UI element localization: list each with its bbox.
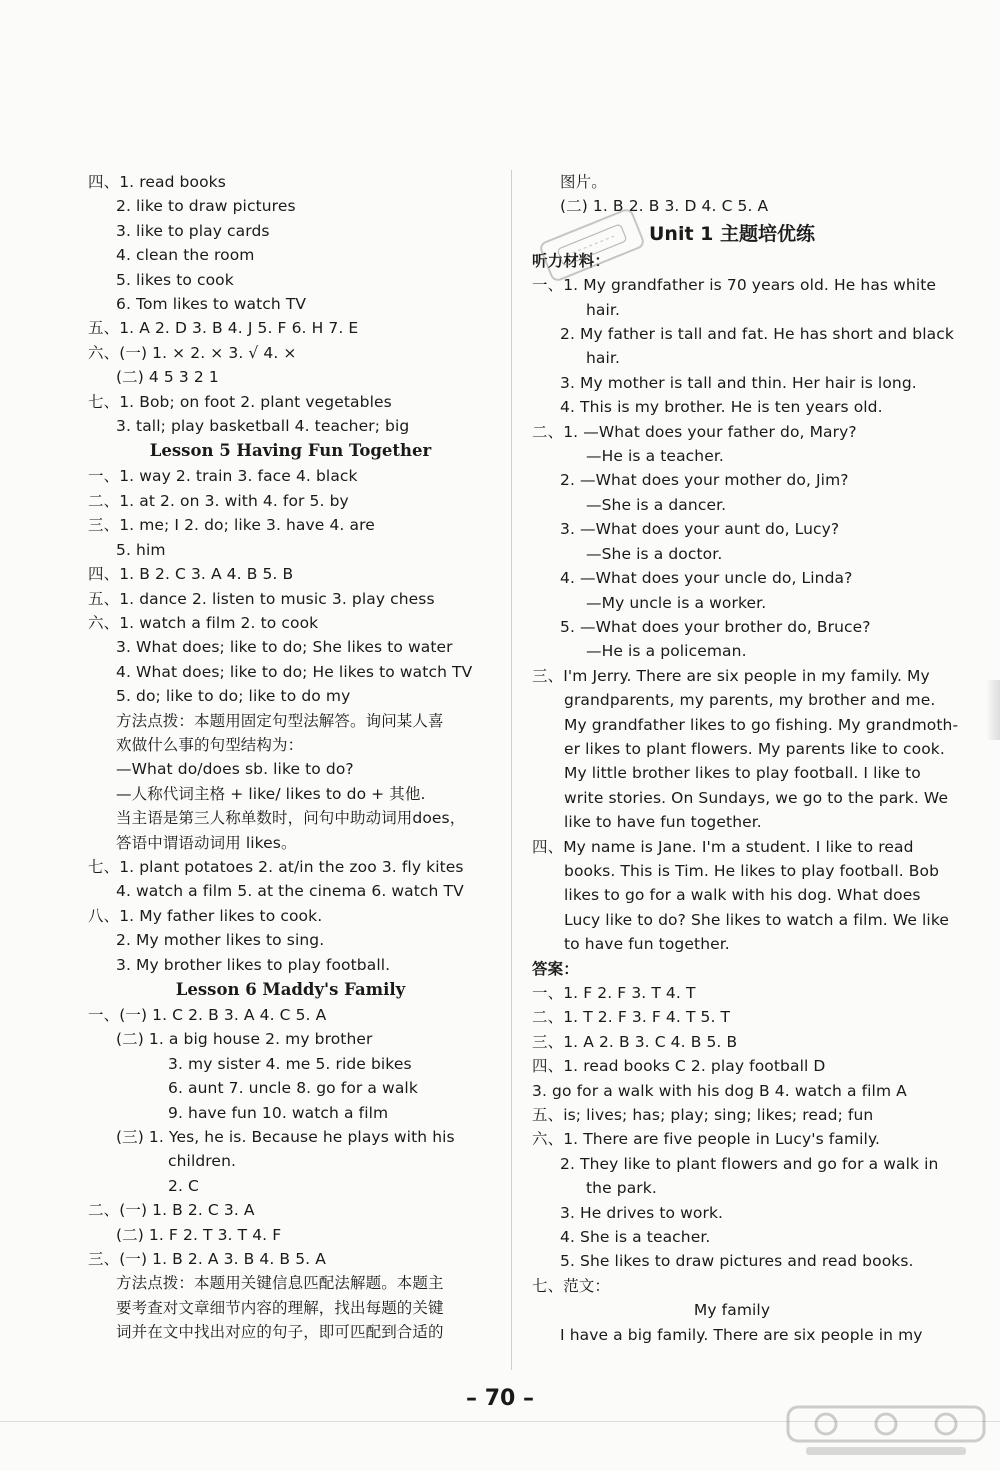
answer-line: 一、1. My grandfather is 70 years old. He has white xyxy=(532,276,937,295)
answer-line: likes to go for a walk with his dog. What does xyxy=(564,886,921,905)
answer-line: —She is a doctor. xyxy=(586,544,723,563)
answer-line: children. xyxy=(168,1152,237,1171)
answer-line: 词并在文中找出对应的句子，即可匹配到合适的 xyxy=(116,1323,444,1342)
answer-line: 2. My mother likes to sing. xyxy=(116,931,325,950)
answer-line: 4. This is my brother. He is ten years old. xyxy=(560,398,883,417)
column-divider xyxy=(511,170,512,1370)
answer-line: 3. my sister 4. me 5. ride bikes xyxy=(168,1054,412,1073)
answer-line: My little brother likes to play football. I like to xyxy=(564,764,921,783)
answer-line: —She is a dancer. xyxy=(586,495,727,514)
answer-line: —What do/does sb. like to do? xyxy=(116,760,354,779)
answer-line: 四、1. read books xyxy=(88,173,226,191)
answer-line: 6. aunt 7. uncle 8. go for a walk xyxy=(168,1079,418,1098)
answer-line: 当主语是第三人称单数时，问句中助动词用does， xyxy=(116,809,466,828)
answer-line: 四、My name is Jane. I'm a student. I like to read xyxy=(532,837,914,856)
answer-line: the park. xyxy=(586,1179,657,1198)
answer-line: My grandfather likes to go fishing. My grandmoth- xyxy=(564,715,959,734)
answer-line: 二、(一) 1. B 2. C 3. A xyxy=(88,1201,255,1220)
unit-heading: Unit 1 主题培优练 xyxy=(649,222,815,245)
answer-line: to have fun together. xyxy=(564,935,730,954)
answer-line: 七、1. Bob; on foot 2. plant vegetables xyxy=(88,392,392,411)
answer-line: (二) 4 5 3 2 1 xyxy=(116,368,219,387)
answer-line: My family xyxy=(693,1301,771,1320)
answer-line: 四、1. read books C 2. play football D xyxy=(532,1057,826,1076)
answer-line: 4. clean the room xyxy=(116,246,255,265)
answer-line: 2. like to draw pictures xyxy=(116,197,296,216)
answer-line: 方法点拨：本题用关键信息匹配法解题。本题主 xyxy=(116,1274,444,1293)
answer-line: 3. What does; like to do; She likes to water xyxy=(116,638,453,657)
answer-line: 二、1. —What does your father do, Mary? xyxy=(532,422,857,441)
answer-line: 2. My father is tall and fat. He has short and black xyxy=(560,325,954,344)
answer-line: grandparents, my parents, my brother and me. xyxy=(564,691,936,710)
answer-line: 三、1. A 2. B 3. C 4. B 5. B xyxy=(532,1032,738,1051)
answer-line: Lucy like to do? She likes to watch a film. We like xyxy=(564,910,949,929)
answer-line: 五、1. A 2. D 3. B 4. J 5. F 6. H 7. E xyxy=(88,319,359,338)
answer-line: like to have fun together. xyxy=(564,813,762,832)
answer-line: 一、1. F 2. F 3. T 4. T xyxy=(532,984,696,1002)
answer-line: 三、1. me; I 2. do; like 3. have 4. are xyxy=(88,516,375,535)
answer-line: 听力材料： xyxy=(532,251,611,270)
answer-line: (二) 1. B 2. B 3. D 4. C 5. A xyxy=(560,197,769,216)
answer-line: 四、1. B 2. C 3. A 4. B 5. B xyxy=(88,565,294,584)
right-column xyxy=(532,170,959,1347)
answer-line: 七、范文： xyxy=(532,1276,611,1295)
answer-line: 3. My brother likes to play football. xyxy=(116,955,391,974)
answer-line: 二、1. at 2. on 3. with 4. for 5. by xyxy=(88,491,349,510)
answer-line: 六、(一) 1. × 2. × 3. √ 4. × xyxy=(88,343,297,362)
answer-line: 五、is; lives; has; play; sing; likes; read; fun xyxy=(532,1106,874,1125)
answer-line: 3. My mother is tall and thin. Her hair is long. xyxy=(560,373,917,392)
answer-line: hair. xyxy=(586,349,621,368)
answer-line: er likes to plant flowers. My parents like to cook. xyxy=(564,739,945,758)
answer-line: 六、1. watch a film 2. to cook xyxy=(88,613,319,632)
answer-line: 方法点拨：本题用固定句型法解答。询问某人喜 xyxy=(116,711,444,730)
answer-line: 5. —What does your brother do, Bruce? xyxy=(560,617,871,636)
answer-line: 4. What does; like to do; He likes to watch TV xyxy=(116,662,473,681)
answer-line: (二) 1. a big house 2. my brother xyxy=(116,1030,373,1049)
answer-line: 2. —What does your mother do, Jim? xyxy=(560,471,849,490)
lesson-heading: Lesson 6 Maddy's Family xyxy=(175,980,406,999)
answer-line: 3. go for a walk with his dog B 4. watch a film A xyxy=(532,1081,907,1100)
answer-line: 2. They like to plant flowers and go for a walk in xyxy=(560,1154,939,1173)
answer-line: 3. —What does your aunt do, Lucy? xyxy=(560,520,840,539)
answer-line: 一、1. way 2. train 3. face 4. black xyxy=(88,467,358,486)
answer-line: 答语中谓语动词用 likes。 xyxy=(116,833,297,852)
answer-line: I have a big family. There are six people in my xyxy=(560,1325,923,1344)
answer-line: 3. He drives to work. xyxy=(560,1203,724,1222)
answer-line: 5. She likes to draw pictures and read books. xyxy=(560,1252,914,1271)
answer-line: 要考查对文章细节内容的理解，找出每题的关键 xyxy=(116,1298,444,1317)
answer-line: 3. tall; play basketball 4. teacher; big xyxy=(116,417,410,436)
answer-line: 二、1. T 2. F 3. F 4. T 5. T xyxy=(532,1008,731,1027)
answer-line: —He is a teacher. xyxy=(586,447,724,466)
answer-line: 欢做什么事的句型结构为： xyxy=(116,735,304,754)
answer-line: write stories. On Sundays, we go to the park. We xyxy=(564,788,949,807)
answer-line: books. This is Tim. He likes to play football. Bob xyxy=(564,861,940,880)
answer-line: 三、I'm Jerry. There are six people in my family. My xyxy=(532,666,930,685)
answer-line: (二) 1. F 2. T 3. T 4. F xyxy=(116,1225,282,1244)
answer-line: —人称代词主格 + like/ likes to do + 其他. xyxy=(116,784,426,803)
watermark-logo xyxy=(786,1403,986,1459)
answer-line: 八、1. My father likes to cook. xyxy=(88,906,323,925)
answer-line: 4. watch a film 5. at the cinema 6. watch TV xyxy=(116,882,464,901)
answer-line: 三、(一) 1. B 2. A 3. B 4. B 5. A xyxy=(88,1250,326,1269)
answer-line: hair. xyxy=(586,300,621,319)
answer-line: 2. C xyxy=(168,1176,199,1195)
answer-line: 3. like to play cards xyxy=(116,221,270,240)
answer-line: 4. —What does your uncle do, Linda? xyxy=(560,569,853,588)
answer-line: 5. do; like to do; like to do my xyxy=(116,687,351,706)
answer-line: 图片。 xyxy=(560,173,607,191)
answer-line: 六、1. There are five people in Lucy's family. xyxy=(532,1130,881,1149)
answer-line: 6. Tom likes to watch TV xyxy=(116,295,307,314)
left-column xyxy=(88,170,493,1345)
answer-line: 5. him xyxy=(116,540,166,559)
lesson-heading: Lesson 5 Having Fun Together xyxy=(149,441,432,461)
answer-line: —My uncle is a worker. xyxy=(586,593,767,612)
answer-line: 答案： xyxy=(532,959,579,978)
answer-line: 一、(一) 1. C 2. B 3. A 4. C 5. A xyxy=(88,1006,327,1024)
answer-line: 5. likes to cook xyxy=(116,270,234,289)
answer-line: (三) 1. Yes, he is. Because he plays with his xyxy=(116,1128,455,1147)
answer-line: 五、1. dance 2. listen to music 3. play chess xyxy=(88,589,435,608)
page-number: – 70 – xyxy=(466,1386,534,1411)
answer-line: —He is a policeman. xyxy=(586,642,747,661)
answer-line: 七、1. plant potatoes 2. at/in the zoo 3. fly kites xyxy=(88,857,464,876)
page-edge-mark xyxy=(986,680,1000,740)
answer-line: 9. have fun 10. watch a film xyxy=(168,1103,389,1122)
answer-line: 4. She is a teacher. xyxy=(560,1228,711,1247)
